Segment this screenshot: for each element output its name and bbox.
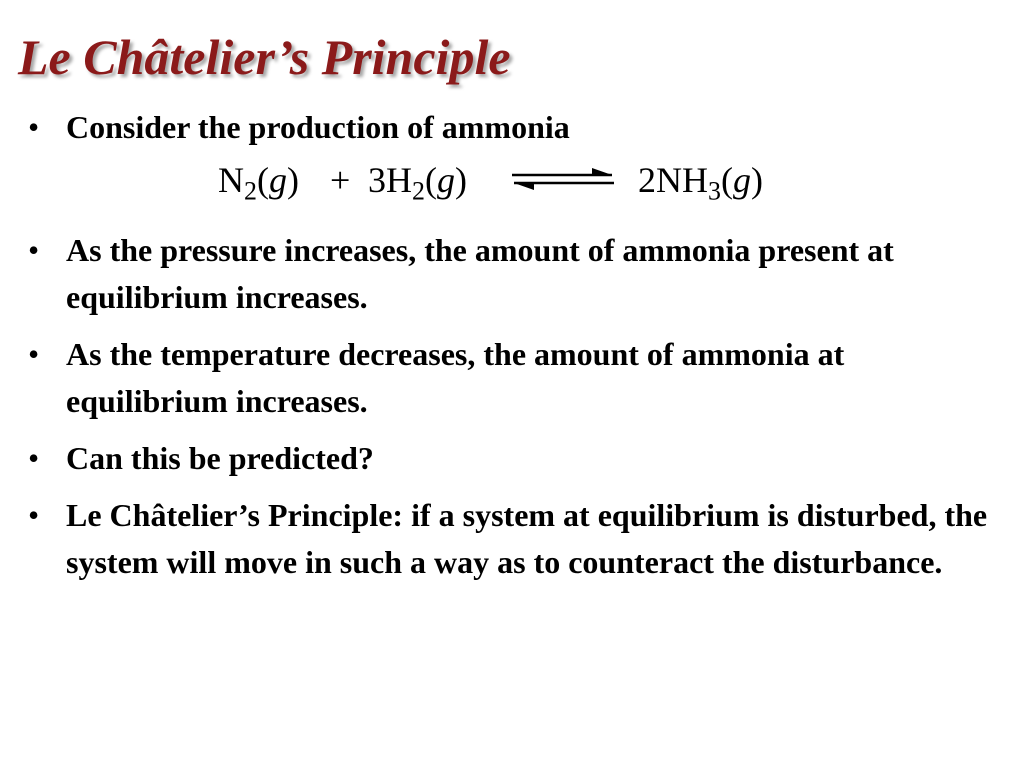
bullet-marker: • [28,336,40,372]
bullet-marker: • [28,497,40,533]
bullet-text: Can this be predicted? [66,440,374,476]
slide-title: Le Châtelier’s Principle [18,29,511,85]
bullet-list-continued [28,218,988,586]
chemical-equation [28,150,988,210]
bullet-item-pressure [28,227,988,321]
bullet-text: As the temperature decreases, the amount of ammonia at equilibrium increases. [66,336,845,419]
bullet-marker: • [28,109,40,145]
bullet-item-production [28,104,988,151]
bullet-text: Consider the production of ammonia [66,109,570,145]
bullet-list [28,104,988,151]
equilibrium-arrows-icon [508,164,618,194]
bullet-marker: • [28,232,40,268]
equation-reactant-h2: $3H_2(g)$ [368,160,467,206]
equation-plus-sign: + [330,160,351,200]
bullet-marker: • [28,440,40,476]
equation-product-nh3: $2NH_3(g)$ [638,160,763,206]
bullet-text: As the pressure increases, the amount of ammonia present at equilibrium increases. [66,232,894,315]
equation-reactant-n2: $N_2(g)$ [218,160,299,206]
bullet-item-question [28,435,988,482]
bullet-text: Le Châtelier’s Principle: if a system at equilibrium is disturbed, the system will move in such a way as to counteract the disturbance. [66,497,988,580]
bullet-item-principle [28,492,988,586]
bullet-item-temperature [28,331,988,425]
